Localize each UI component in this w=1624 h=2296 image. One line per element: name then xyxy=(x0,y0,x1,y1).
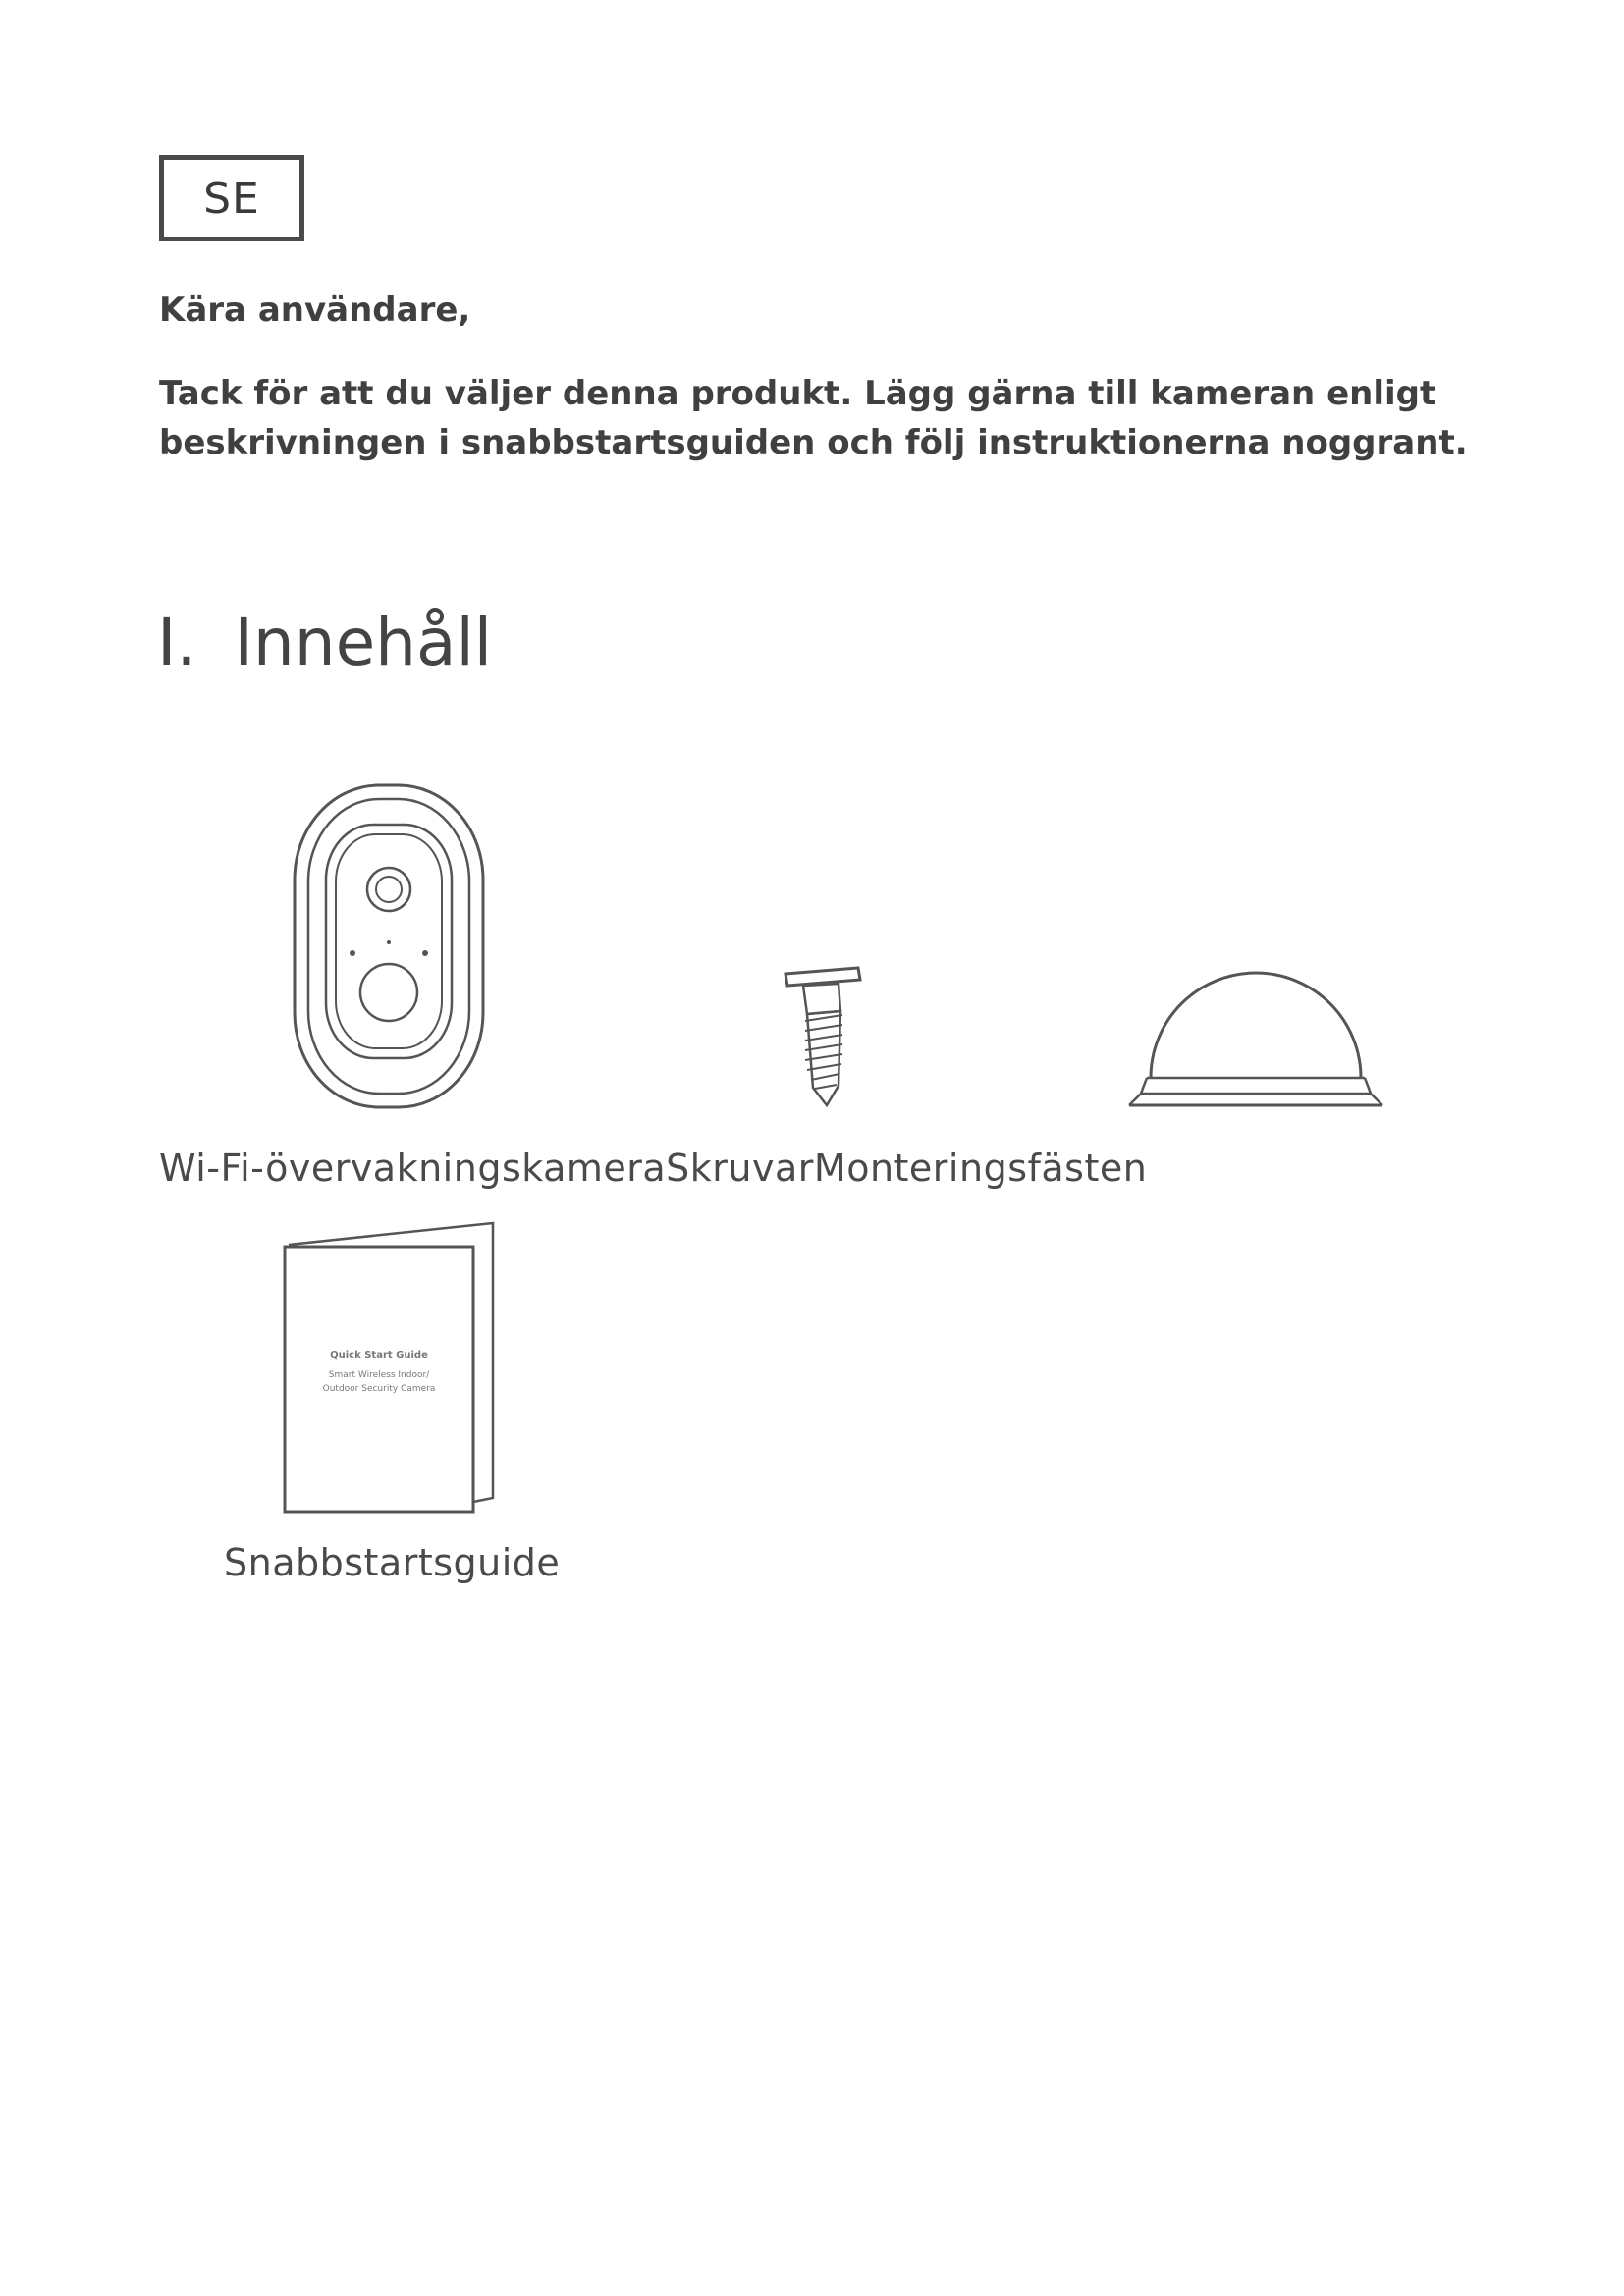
item-label-guide: Snabbstartsguide xyxy=(224,1541,561,1584)
quick-start-guide-icon xyxy=(281,1217,501,1516)
language-badge: SE xyxy=(159,155,304,241)
section-number: I. xyxy=(157,605,197,680)
booklet-cover-title: Quick Start Guide xyxy=(330,1350,428,1361)
booklet-cover-line-1: Smart Wireless Indoor/ xyxy=(328,1370,430,1380)
section-title xyxy=(157,605,492,680)
section-title-text: Innehåll xyxy=(234,605,493,680)
item-label-screws: Skruvar xyxy=(666,1147,814,1190)
mounting-bracket-icon xyxy=(1125,968,1386,1111)
intro-line-2: beskrivningen i snabbstartsguiden och följ instruktionerna noggrant. xyxy=(159,423,1468,462)
intro-line-1: Tack för att du väljer denna produkt. Lägg gärna till kameran enligt xyxy=(159,374,1436,413)
camera-icon xyxy=(291,781,487,1111)
screw-icon xyxy=(780,960,864,1111)
item-label-mounting: Monteringsfästen xyxy=(813,1147,1148,1190)
item-label-camera: Wi-Fi-övervakningskamera xyxy=(159,1147,667,1190)
greeting: Kära användare, xyxy=(159,291,471,330)
intro-paragraph xyxy=(159,369,1494,467)
items-label-row xyxy=(159,1147,1147,1190)
booklet-cover-line-2: Outdoor Security Camera xyxy=(322,1384,436,1394)
